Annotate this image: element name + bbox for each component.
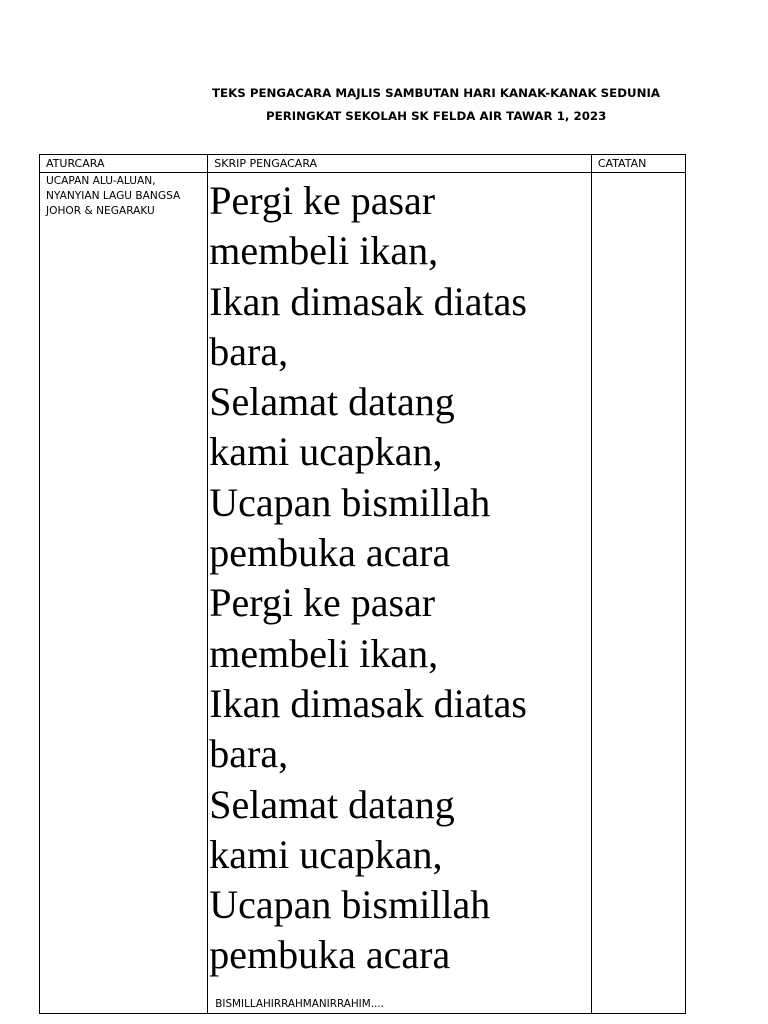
verse-line: Pergi ke pasar [209,178,436,223]
aturcara-line: JOHOR & NEGARAKU [46,205,155,217]
aturcara-cell [40,173,208,1014]
verse-line: Selamat datang [209,379,455,425]
verse-line: Ucapan bismillah [209,882,491,928]
verse-line: bara, [209,328,289,374]
verse-line: Ikan dimasak diatas [209,680,527,726]
column-header-aturcara: ATURCARA [40,155,208,173]
pantun-verse [208,176,591,981]
bismillah-footer: BISMILLAHIRRAHMANIRRAHIM.... [215,998,384,1010]
table-row [40,173,686,1014]
verse-line: pembuka acara [209,932,451,978]
verse-line: pembuka acara [209,530,451,576]
document-subtitle: PERINGKAT SEKOLAH SK FELDA AIR TAWAR 1, 2023 [266,109,607,123]
program-schedule-table [39,154,686,1014]
verse-line: Ikan dimasak diatas [209,278,527,324]
aturcara-line: NYANYIAN LAGU BANGSA [46,190,181,202]
aturcara-line: UCAPAN ALU-ALUAN, [46,175,156,187]
skrip-pengacara-cell [208,173,592,1014]
column-header-skrip-pengacara: SKRIP PENGACARA [208,155,592,173]
table-header-row [40,155,686,173]
verse-line: bara, [209,731,289,777]
document-title: TEKS PENGACARA MAJLIS SAMBUTAN HARI KANAK-KANAK SEDUNIA [212,86,661,100]
column-header-catatan: CATATAN [591,155,685,173]
catatan-cell [591,173,685,1014]
verse-line: Selamat datang [209,781,455,827]
verse-line: kami ucapkan, [209,831,443,877]
verse-line: Pergi ke pasar [209,580,436,626]
verse-line: kami ucapkan, [209,429,443,475]
verse-line: Ucapan bismillah [209,479,491,525]
verse-line: membeli ikan, [209,630,439,676]
verse-line: membeli ikan, [209,228,439,274]
